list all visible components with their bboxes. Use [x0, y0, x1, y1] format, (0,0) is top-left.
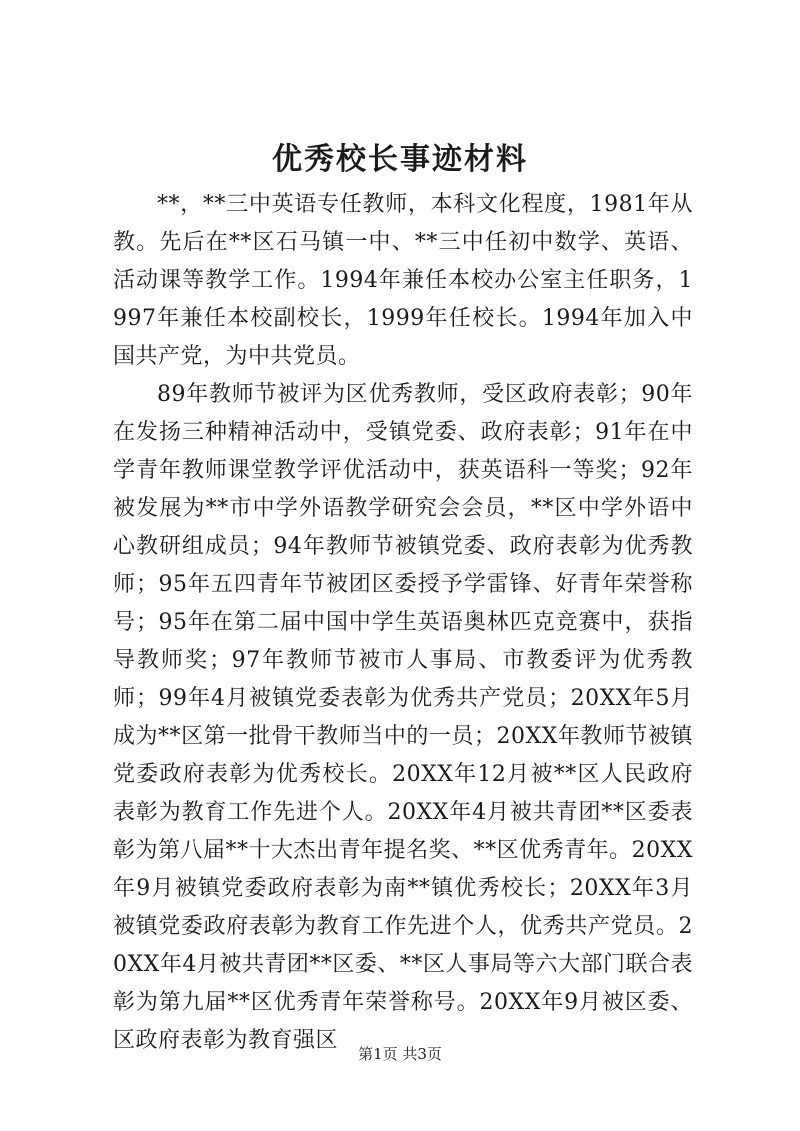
document-body	[113, 186, 693, 1060]
paragraph-honors: 89年教师节被评为区优秀教师，受区政府表彰；90年在发扬三种精神活动中，受镇党委、政府表彰；91年在中学青年教师课堂教学评优活动中，获英语科一等奖；92年被发展为**市中学外语教学研究会会员，**区中学外语中心教研组成员；94年教师节被镇党委、政府表彰为优秀教师；95年五四青年节被团区委授予学雷锋、好青年荣誉称号；95年在第二届中国中学生英语奥林匹克竞赛中，获指导教师奖；97年教师节被市人事局、市教委评为优秀教师；99年4月被镇党委表彰为优秀共产党员；20XX年5月成为**区第一批骨干教师当中的一员；20XX年教师节被镇党委政府表彰为优秀校长。20XX年12月被**区人民政府表彰为教育工作先进个人。20XX年4月被共青团**区委表彰为第八届**十大杰出青年提名奖、**区优秀青年。20XX年9月被镇党委政府表彰为南**镇优秀校长；20XX年3月被镇党委政府表彰为教育工作先进个人，优秀共产党员。20XX年4月被共青团**区委、**区人事局等六大部门联合表彰为第九届**区优秀青年荣誉称号。20XX年9月被区委、区政府表彰为教育强区	[113, 382, 693, 1053]
paragraph-profile: **，**三中英语专任教师，本科文化程度，1981年从教。先后在**区石马镇一中、**三中任初中数学、英语、活动课等教学工作。1994年兼任本校办公室主任职务，1997年兼任本校副校长，1999年任校长。1994年加入中国共产党，为中共党员。	[113, 192, 693, 369]
page-indicator: 第1页 共3页	[358, 1045, 442, 1063]
document-title: 优秀校长事迹材料	[272, 142, 528, 177]
